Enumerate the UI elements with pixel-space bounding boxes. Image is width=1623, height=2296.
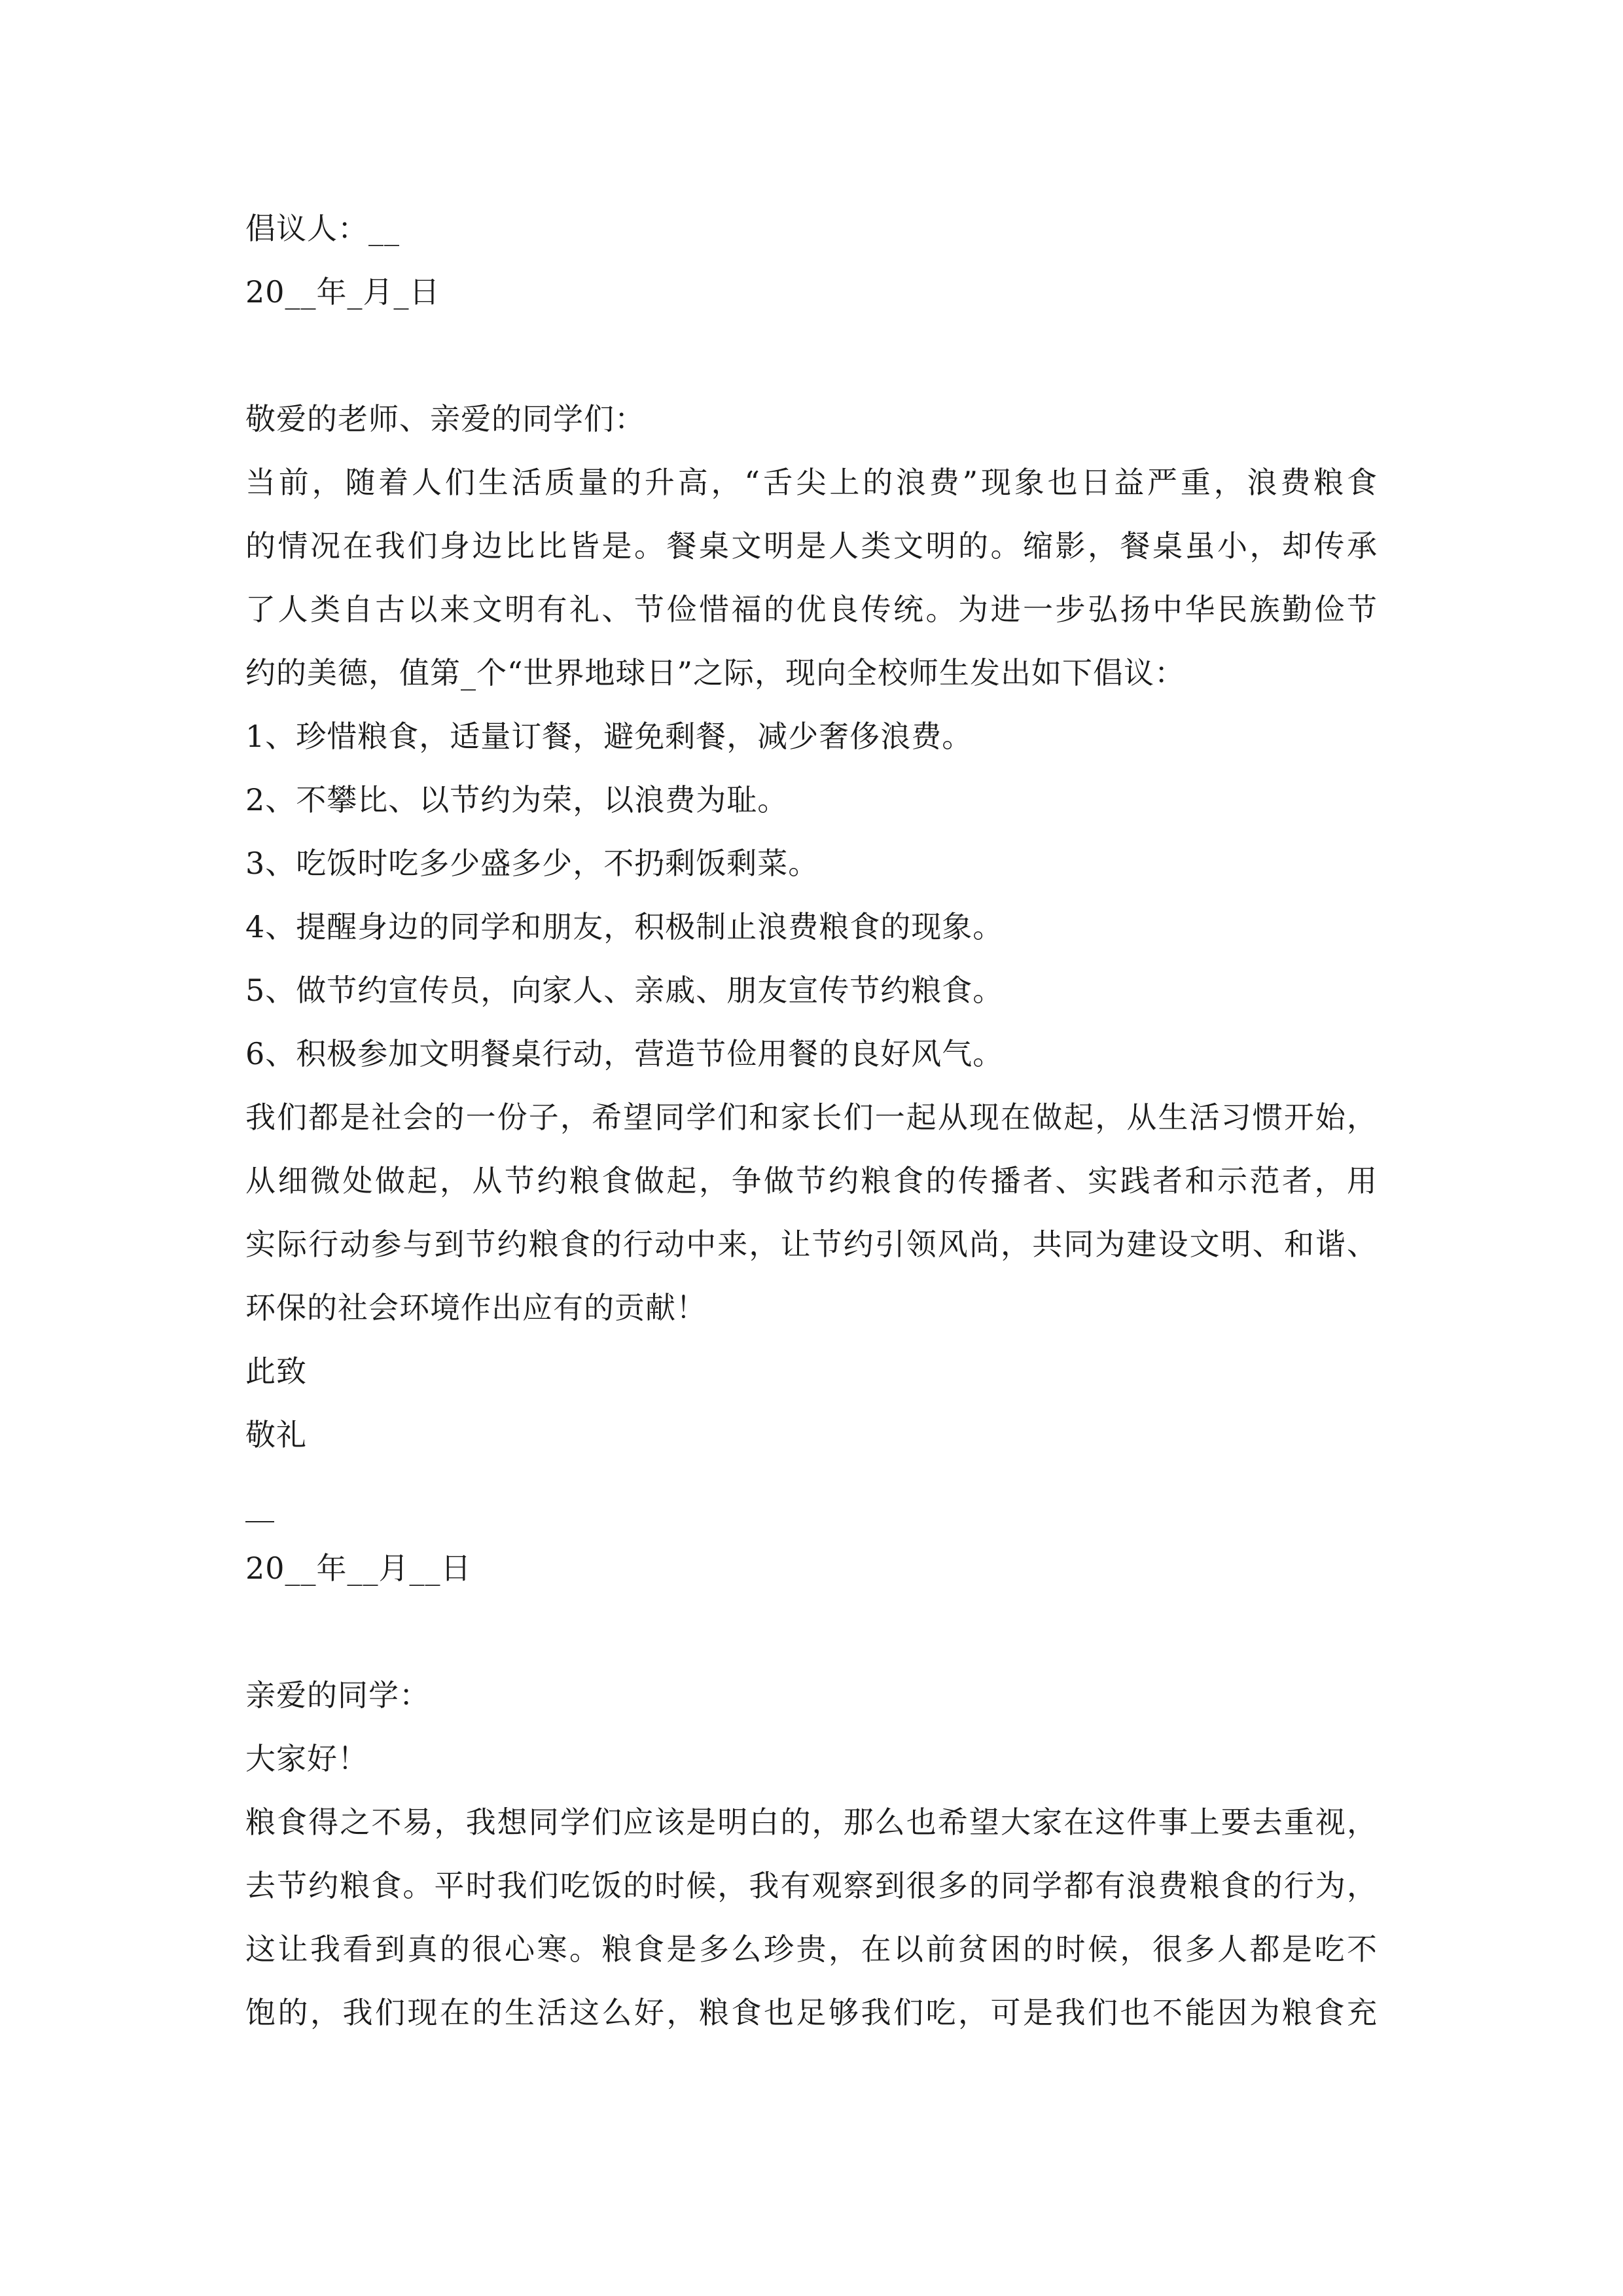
proposal-item: 2、不攀比、以节约为荣，以浪费为耻。	[245, 782, 789, 817]
proposal-item: 6、积极参加文明餐桌行动，营造节俭用餐的良好风气。	[245, 1036, 1004, 1071]
date-line: 20__年__月__日	[245, 1551, 472, 1586]
proposal-item: 5、做节约宣传员，向家人、亲戚、朋友宣传节约粮食。	[245, 973, 1004, 1008]
regards-line: 此致	[245, 1354, 307, 1389]
intro-line: 了人类自古以来文明有礼、节俭惜福的优良传统。为进一步弘扬中华民族勤俭节	[245, 592, 1378, 627]
closing-line: 环保的社会环境作出应有的贡献！	[245, 1290, 707, 1325]
intro-line: 的情况在我们身边比比皆是。餐桌文明是人类文明的。缩影，餐桌虽小，却传承	[245, 528, 1378, 564]
body-line: 粮食得之不易，我想同学们应该是明白的，那么也希望大家在这件事上要去重视，	[245, 1804, 1378, 1840]
proposal-item: 3、吃饭时吃多少盛多少，不扔剩饭剩菜。	[245, 846, 819, 881]
salutation: 亲爱的同学：	[245, 1677, 430, 1713]
proposal-item: 1、珍惜粮食，适量订餐，避免剩餐，减少奢侈浪费。	[245, 719, 973, 754]
greeting: 大家好！	[245, 1741, 368, 1776]
closing-line: 实际行动参与到节约粮食的行动中来，让节约引领风尚，共同为建设文明、和谐、	[245, 1227, 1378, 1262]
proposal-item: 4、提醒身边的同学和朋友，积极制止浪费粮食的现象。	[245, 909, 1004, 944]
regards-line: 敬礼	[245, 1417, 307, 1452]
signature-blank	[245, 1521, 274, 1522]
salutation: 敬爱的老师、亲爱的同学们：	[245, 401, 645, 437]
intro-line: 当前，随着人们生活质量的升高，“舌尖上的浪费”现象也日益严重，浪费粮食	[245, 465, 1378, 500]
date-line: 20__年_月_日	[245, 274, 440, 310]
body-line: 饱的，我们现在的生活这么好，粮食也足够我们吃，可是我们也不能因为粮食充	[245, 1995, 1378, 2030]
body-line: 去节约粮食。平时我们吃饭的时候，我有观察到很多的同学都有浪费粮食的行为，	[245, 1868, 1378, 1903]
body-line: 这让我看到真的很心寒。粮食是多么珍贵，在以前贫困的时候，很多人都是吃不	[245, 1931, 1378, 1967]
closing-line: 从细微处做起，从节约粮食做起，争做节约粮食的传播者、实践者和示范者，用	[245, 1163, 1378, 1198]
closing-line: 我们都是社会的一份子，希望同学们和家长们一起从现在做起，从生活习惯开始，	[245, 1100, 1378, 1135]
proposer-line: 倡议人：__	[245, 211, 400, 246]
intro-line: 约的美德，值第_个“世界地球日”之际，现向全校师生发出如下倡议：	[245, 655, 1186, 691]
